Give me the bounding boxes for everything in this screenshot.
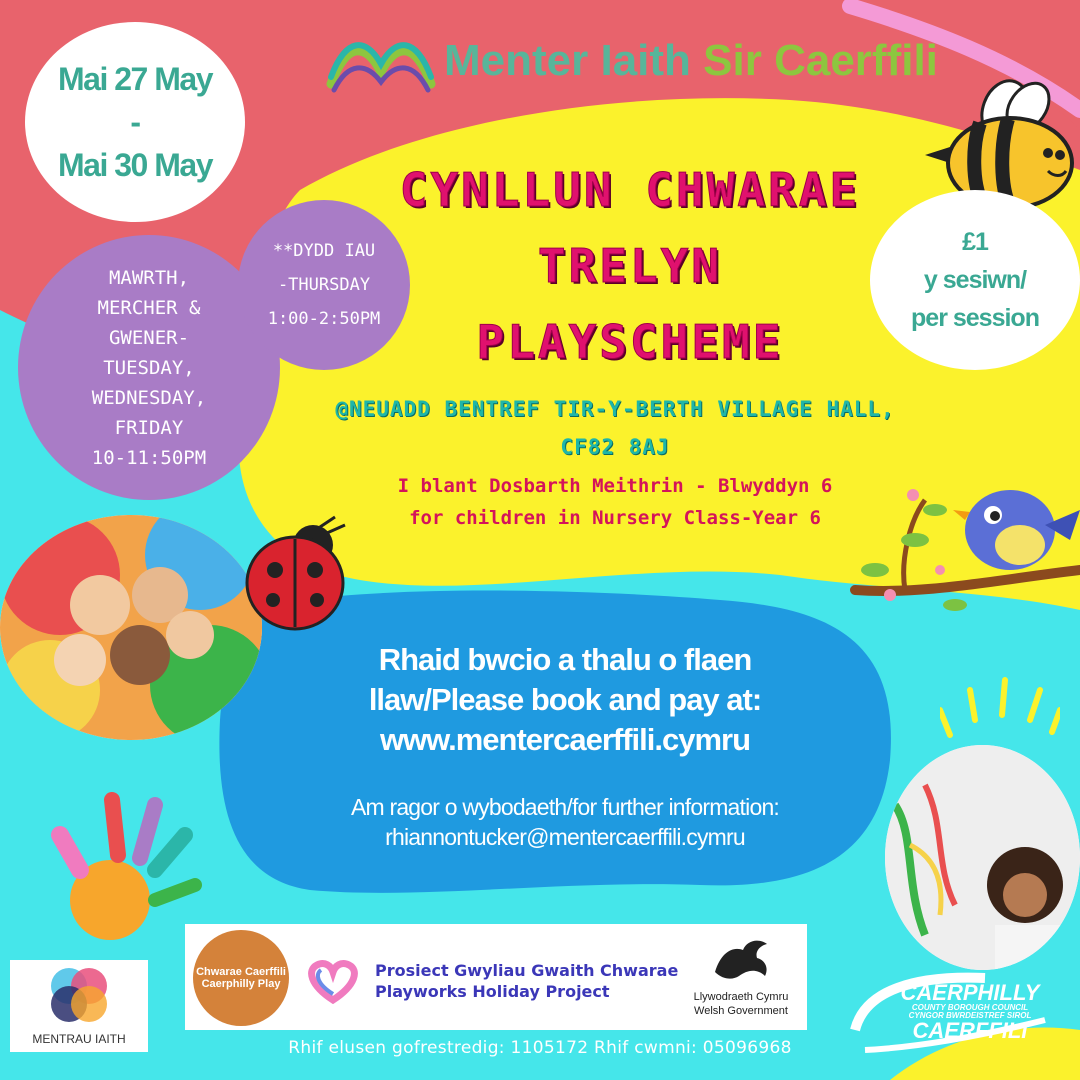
caerphilly-play-logo xyxy=(193,930,289,1026)
days-line-3: GWENER- xyxy=(108,326,190,349)
title-line-3: PLAYSCHEME xyxy=(476,315,784,369)
days-line-1: MAWRTH, xyxy=(108,266,190,289)
gov-line-en: Welsh Government xyxy=(694,1005,788,1017)
info-text xyxy=(250,792,880,852)
wave-logo-icon xyxy=(326,32,436,94)
council-line-2: COUNTY BOROUGH COUNCIL xyxy=(911,1003,1029,1012)
days-line-2: MERCHER & xyxy=(97,296,201,319)
project-line-cy: Prosiect Gwyliau Gwaith Chwarae xyxy=(375,961,679,980)
thursday-badge xyxy=(238,200,410,370)
charity-number: Rhif elusen gofrestredig: 1105172 Rhif cwmni: 05096968 xyxy=(288,1038,792,1058)
ladybug-icon xyxy=(235,515,355,635)
children-photo xyxy=(0,515,262,740)
price-unit-cy: y sesiwn/ xyxy=(923,266,1027,294)
painting-child-photo xyxy=(885,745,1080,970)
booking-text xyxy=(250,640,880,760)
mentrau-circles-icon xyxy=(44,964,114,1026)
contact-email-link[interactable]: rhiannontucker@mentercaerffili.cymru xyxy=(385,824,745,850)
council-text xyxy=(865,982,1075,1042)
booking-website-link[interactable]: www.mentercaerffili.cymru xyxy=(379,722,751,757)
days-line-4: TUESDAY, xyxy=(103,356,195,379)
title-line-2: TRELYN xyxy=(537,239,723,293)
play-logo-line-1: Chwarae Caerffili xyxy=(196,966,286,978)
audience-text xyxy=(300,470,930,534)
council-line-3: CYNGOR BWRDEISTREF SIROL xyxy=(908,1011,1032,1020)
play-logo-line-2: Caerphilly Play xyxy=(201,978,281,990)
mentrau-iaith-logo xyxy=(10,960,148,1052)
heart-icon xyxy=(305,960,361,1004)
council-line-1: CAERPHILLY xyxy=(900,980,1040,1005)
venue-line-1: @NEUADD BENTREF TIR-Y-BERTH VILLAGE HALL, xyxy=(335,397,895,421)
info-line-1: Am ragor o wybodaeth/for further information: xyxy=(350,794,780,820)
date-end: Mai 30 May xyxy=(58,146,212,183)
audience-line-cy: I blant Dosbarth Meithrin - Blwyddyn 6 xyxy=(397,475,833,497)
logo-text-main: Menter Iaith xyxy=(444,36,691,85)
price-amount: £1 xyxy=(962,228,988,256)
date-separator: - xyxy=(130,103,140,140)
handprint-icon xyxy=(40,790,210,940)
days-time: 10-11:50PM xyxy=(91,446,207,469)
title-line-1: CYNLLUN CHWARAE xyxy=(399,163,861,217)
thursday-line-2: -THURSDAY xyxy=(277,275,371,295)
booking-line-1: Rhaid bwcio a thalu o flaen xyxy=(378,642,752,677)
venue-address xyxy=(270,390,960,466)
project-name xyxy=(375,960,678,1002)
price-unit-en: per session xyxy=(911,304,1039,332)
sun-rays-icon xyxy=(940,670,1060,740)
days-line-6: FRIDAY xyxy=(114,416,184,439)
logo-text-accent: Sir Caerffili xyxy=(703,36,938,85)
booking-line-2: llaw/Please book and pay at: xyxy=(368,682,762,717)
date-start: Mai 27 May xyxy=(58,60,212,97)
menter-iaith-logo xyxy=(326,30,976,96)
price-badge xyxy=(870,190,1080,370)
audience-line-en: for children in Nursery Class-Year 6 xyxy=(409,507,821,529)
council-line-4: CAERFFILI xyxy=(912,1018,1028,1043)
project-line-en: Playworks Holiday Project xyxy=(375,982,610,1001)
mentrau-label: MENTRAU IAITH xyxy=(32,1032,126,1046)
gov-line-cy: Llywodraeth Cymru xyxy=(693,991,789,1003)
welsh-dragon-icon xyxy=(709,932,773,986)
dates-badge xyxy=(25,22,245,222)
sponsor-logos xyxy=(185,924,807,1030)
welsh-government-logo xyxy=(681,990,801,1018)
venue-postcode: CF82 8AJ xyxy=(560,435,670,459)
days-line-5: WEDNESDAY, xyxy=(91,386,207,409)
thursday-line-1: **DYDD IAU xyxy=(272,241,376,261)
bird-branch-icon xyxy=(845,470,1080,630)
thursday-time: 1:00-2:50PM xyxy=(267,309,381,329)
